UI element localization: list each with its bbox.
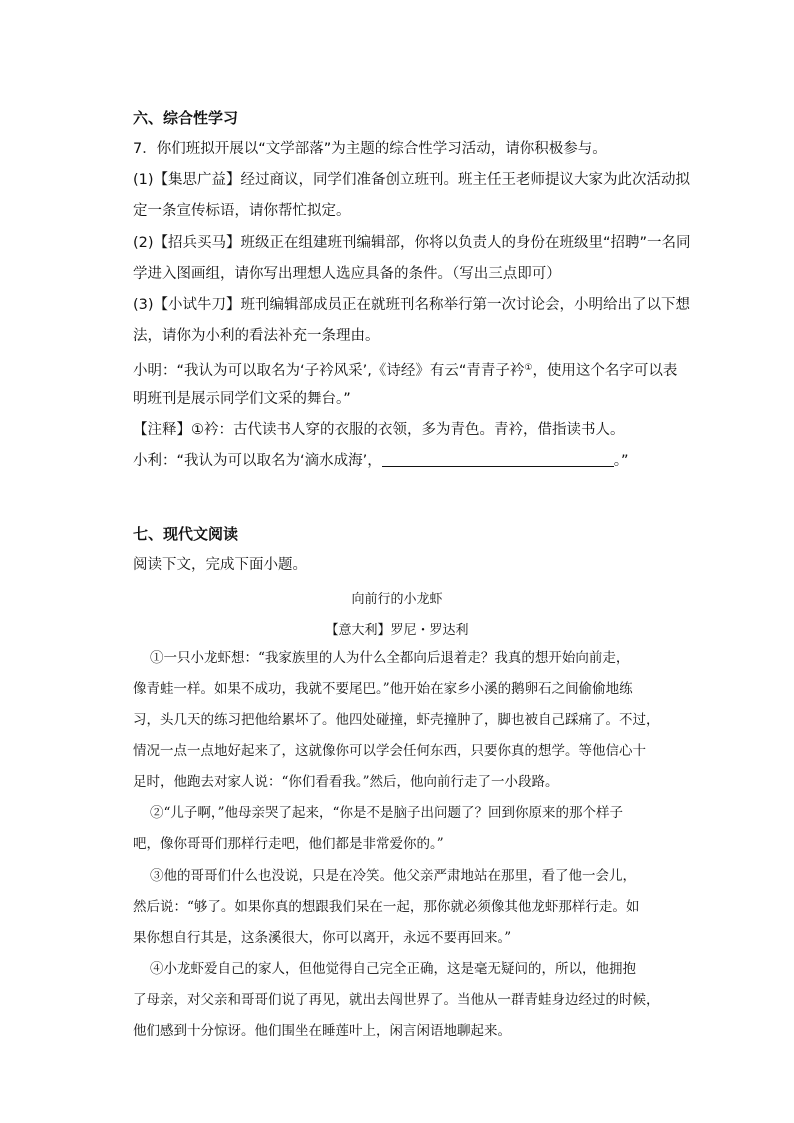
story-line: 习，头几天的练习把他给累坏了。他四处碰撞，虾壳撞肿了，脚也被自己踩痛了。不过， — [133, 712, 660, 728]
annotation-note: 【注释】①衿：古代读书人穿的衣服的衣领，多为青色。青衿，借指读书人。 — [133, 422, 625, 438]
story-title: 向前行的小龙虾 — [351, 592, 443, 607]
story-line: 足时，他跑去对家人说：“你们看看我。”然后，他向前行走了一小段路。 — [133, 774, 559, 790]
story-line: ④小龙虾爱自己的家人，但他觉得自己完全正确，这是毫无疑问的，所以，他拥抱 — [150, 961, 636, 977]
story-line: ②“儿子啊，”他母亲哭了起来，“你是不是脑子出问题了？回到你原来的那个样子 — [150, 805, 623, 821]
story-line: 然后说：“够了。如果你真的想跟我们呆在一起，那你就必须像其他龙虾那样行走。如 — [133, 899, 640, 915]
story-line: 果你想自行其是，这条溪很大，你可以离开，永远不要再回来。” — [133, 930, 512, 946]
story-author: 【意大利】罗尼・罗达利 — [325, 623, 469, 638]
xiaoli-quote-text: 小利：“我认为可以取名为‘滴水成海’， — [133, 453, 382, 469]
subquestion-2-line-2: 学进入图画组，请你写出理想人选应具备的条件。（写出三点即可） — [133, 266, 561, 282]
section-heading-6: 六、综合性学习 — [133, 109, 239, 127]
answer-blank[interactable] — [382, 452, 614, 467]
reading-instruction: 阅读下文，完成下面小题。 — [133, 557, 307, 573]
story-line: 吧，像你哥哥们那样行走吧，他们都是非常爱你的。” — [133, 836, 444, 852]
subquestion-2-line-1: (2)【招兵买马】班级正在组建班刊编辑部，你将以负责人的身份在班级里“招聘”一名同 — [133, 235, 691, 251]
story-line: 像青蛙一样。如果不成功，我就不要尾巴。”他开始在家乡小溪的鹅卵石之间偷偷地练 — [133, 681, 633, 697]
subquestion-3-line-2: 法，请你为小利的看法补充一条理由。 — [133, 328, 380, 344]
xiaoli-quote — [133, 451, 629, 471]
subquestion-3-line-1: (3)【小试牛刀】班刊编辑部成员正在就班刊名称举行第一次讨论会，小明给出了以下想 — [133, 297, 691, 313]
xiaoming-quote-line-1 — [133, 358, 677, 381]
story-line: 他们感到十分惊讶。他们围坐在睡莲叶上，闲言闲语地聊起来。 — [133, 1023, 511, 1039]
story-line: ①一只小龙虾想：“我家族里的人为什么全都向后退着走？我真的想开始向前走， — [150, 650, 630, 666]
story-line: 了母亲，对父亲和哥哥们说了再见，就出去闯世界了。当他从一群青蛙身边经过的时候， — [133, 992, 660, 1008]
story-line: 情况一点一点地好起来了，这就像你可以学会任何东西，只要你真的想学。等他信心十 — [133, 743, 646, 759]
question-7: 7．你们班拟开展以“文学部落”为主题的综合性学习活动，请你积极参与。 — [133, 141, 607, 157]
subquestion-1-line-2: 定一条宣传标语，请你帮忙拟定。 — [133, 203, 351, 219]
xiaoming-quote-text-b: ，使用这个名字可以表 — [532, 363, 678, 379]
xiaoming-quote-text-a: 小明：“我认为可以取名为‘子衿风采’,《诗经》有云“青青子衿 — [133, 363, 525, 379]
footnote-marker: ① — [524, 363, 533, 373]
xiaoli-quote-end: 。” — [613, 453, 629, 469]
subquestion-1-line-1: (1)【集思广益】经过商议，同学们准备创立班刊。班主任王老师提议大家为此次活动拟 — [133, 172, 691, 188]
xiaoming-quote-line-2: 明班刊是展示同学们文采的舞台。” — [133, 391, 351, 407]
section-heading-7: 七、现代文阅读 — [133, 525, 239, 543]
story-line: ③他的哥哥们什么也没说，只是在冷笑。他父亲严肃地站在那里，看了他一会儿， — [150, 868, 636, 884]
